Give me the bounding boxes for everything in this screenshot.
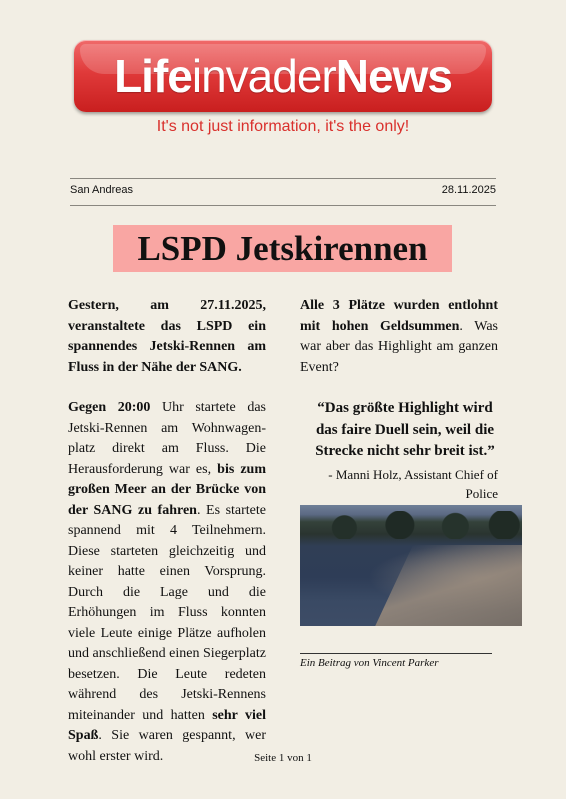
headline: LSPD Jetskirennen — [113, 225, 452, 272]
logo-word-life: Life — [114, 50, 192, 102]
body-text-3: . Sie waren gespannt, wer wohl erster wird. — [68, 728, 266, 764]
body-text-1: Uhr startete das Jetski-Rennen am Wohnwagen-platz direkt am Fluss. Die Herausforderung war es, — [68, 400, 266, 477]
pull-quote — [312, 398, 498, 503]
intro-paragraph — [68, 296, 266, 378]
page-footer: Seite 1 von 1 — [254, 752, 312, 764]
prizes-paragraph — [300, 296, 498, 378]
top-divider — [70, 178, 496, 179]
slogan: It's not just information, it's the only! — [156, 118, 410, 135]
body-bold-time: Gegen 20:00 — [68, 400, 151, 415]
body-bold-challenge: bis zum großen Meer an der Brücke von der SANG zu fahren — [68, 461, 266, 518]
lifeinvader-news-logo — [74, 40, 492, 112]
quote-text: “Das größte Highlight wird das faire Duell sein, weil die Strecke nicht sehr breit ist.” — [315, 400, 495, 459]
prizes-text: . Was war aber das Highlight am ganzen Event? — [300, 318, 498, 375]
river-photo — [300, 505, 522, 626]
date-label: 28.11.2025 — [441, 184, 496, 196]
quote-source: - Manni Holz, Assistant Chief of Police — [328, 466, 498, 501]
body-bold-fun: sehr viel Spaß — [68, 707, 266, 743]
body-text-2: . Es startete spannend mit 4 Teilnehmern. Diese starteten gleichzeitig und keiner hatte einen Vorsprung. Durch die Lage und die Erhöhungen im Fluss konnten viele Leute einige Plätze aufholen und anschließend einen Siegerplatz besetzen. Die Leute redeten während des Jetski-Rennens miteinander und hatten — [68, 502, 266, 723]
intro-text: Gestern, am 27.11.2025, veranstaltete das LSPD ein spannendes Jetski-Rennen am Fluss in der Nähe der SANG. — [68, 298, 266, 375]
photo-treeline — [300, 511, 522, 539]
right-column — [300, 296, 498, 503]
byline: Ein Beitrag von Vincent Parker — [300, 657, 439, 669]
bottom-divider — [70, 205, 496, 206]
photo-riverbank — [371, 545, 522, 626]
byline-divider — [300, 653, 492, 654]
left-column — [68, 296, 266, 767]
logo-word-invader: invader — [191, 50, 336, 102]
prizes-bold: Alle 3 Plätze wurden entlohnt mit hohen Geldsummen — [300, 298, 498, 334]
body-paragraph — [68, 398, 266, 767]
logo-word-news: News — [335, 50, 452, 102]
location-label: San Andreas — [70, 184, 133, 196]
